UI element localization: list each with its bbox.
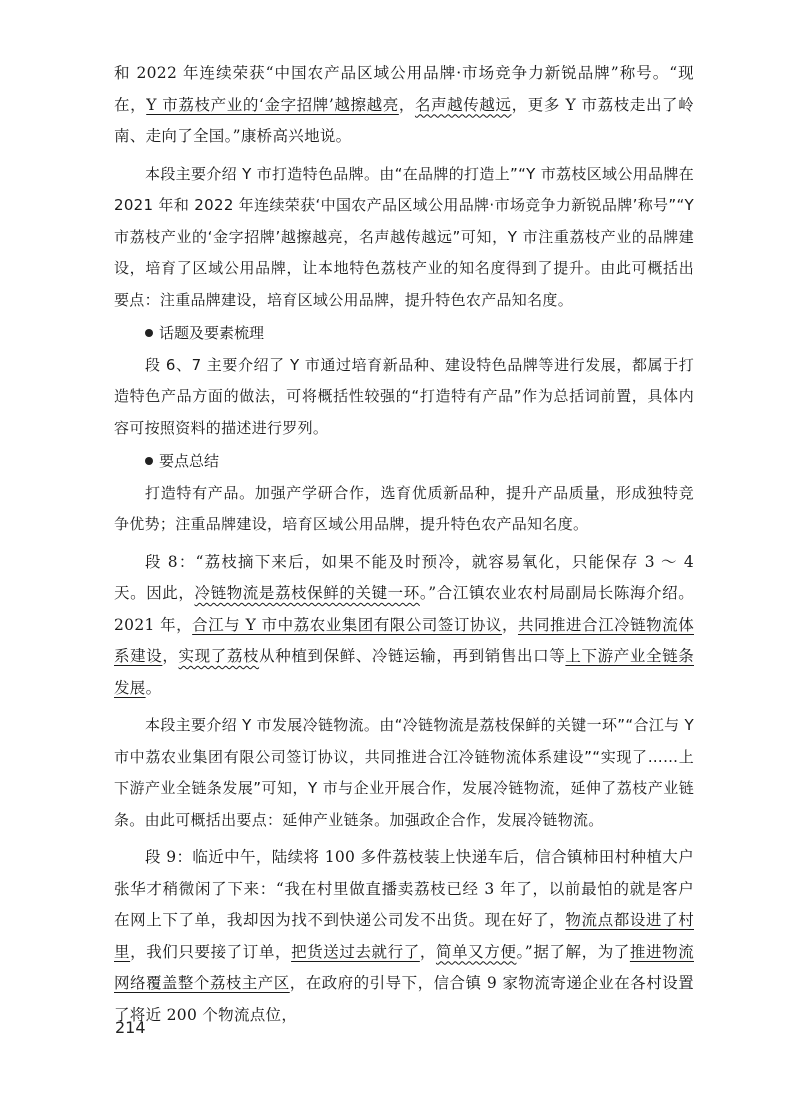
text-run: ，在政府的引导下，信合镇 9 家物流寄递企业在各村设置了将近 200 个物流点位， [114,974,694,1024]
section-heading-summary [145,446,694,478]
text-run: 。”据了解，为了 [516,942,630,961]
text-run: ，更多 Y 市荔枝走出了岭南、走向了全国。”康桥高兴地说。 [114,95,694,145]
text-run: ， [419,942,436,961]
text-run: 。 [145,678,162,697]
underlined-phrase: 把货送过去就行了 [291,942,420,961]
text-run: ， [162,647,179,665]
text-run: 从种植到保鲜、冷链运输，再到销售出口等 [259,647,566,665]
underlined-phrase: Y 市荔枝产业的‘金字招牌’越擦越亮 [146,95,399,114]
summary-paragraph: 打造特有产品。加强产学研合作，选育优质新品种，提升产品质量，形成独特竞争优势；注重品牌建设，培育区域公用品牌，提升特色农产品知名度。 [114,483,694,533]
text-run: 。”合江镇农业农村局副局长陈海介绍。2021 年， [114,584,695,634]
bullet-icon [145,329,153,337]
underlined-phrase: 物流点都设进了村里 [114,911,694,961]
text-run: 和 2022 年连续荣获“中国农产品区域公用品牌·市场竞争力新锐品牌”称号。“现在， [114,64,694,114]
analysis-paragraph-3: 本段主要介绍 Y 市发展冷链物流。由“冷链物流是荔枝保鲜的关键一环”“合江与 Y 市中荔农业集团有限公司签订协议，共同推进合江冷链物流体系建设”“实现了……上下游产业全链条发展”可知，Y 市与企业开展合作，发展冷链物流，延伸了荔枝产业链条。由此可概括出要点：延伸产业链条。加强政企合作，发展冷链物流。 [114,716,694,829]
underlined-phrase: 合江与 Y 市中荔农业集团有限公司签订协议 [192,615,502,634]
underlined-phrase: 名声越传越远 [414,95,512,114]
text-run: 段 8：“荔枝摘下来后，如果不能及时预冷，就容易氧化，只能保存 3 ～ 4 天。因此， [114,552,694,602]
underlined-phrase: 简单又方便 [435,942,517,961]
text-run: ，我们只要接了订单， [130,942,292,961]
analysis-paragraph-1: 本段主要介绍 Y 市打造特色品牌。由“在品牌的打造上”“Y 市荔枝区域公用品牌在 2021 年和 2022 年连续荣获‘中国农产品区域公用品牌·市场竞争力新锐品牌’称号”“Y 市荔枝产业的‘金字招牌’越擦越亮，名声越传越远”可知，Y 市注重荔枝产业的品牌建设，培育了区域公用品牌，让本地特色荔枝产业的知名度得到了提升。由此可概括出要点：注重品牌建设，培育区域公用品牌，提升特色农产品知名度。 [114,164,694,309]
bullet-icon [145,457,153,465]
section-heading-topic [145,318,694,350]
analysis-paragraph-2: 段 6、7 主要介绍了 Y 市通过培育新品种、建设特色品牌等进行发展，都属于打造特色产品方面的做法，可将概括性较强的“打造特有产品”作为总括词前置，具体内容可按照资料的描述进行罗列。 [114,355,694,437]
underlined-phrase: 共同推进合江冷链物流体系建设 [114,615,694,665]
underlined-phrase: 实现了荔枝 [178,647,260,665]
text-run: ， [501,615,518,634]
paragraph-1 [114,58,694,153]
heading-label: 要点总结 [159,452,220,470]
underlined-phrase: 冷链物流是荔枝保鲜的关键一环 [194,584,420,602]
text-run: ， [398,95,415,114]
document-body [114,58,694,1031]
page-number: 214 [115,1018,146,1037]
paragraph-8 [114,547,694,705]
heading-label: 话题及要素梳理 [159,324,265,342]
underlined-phrase: 上下游产业全链条发展 [114,647,694,697]
underlined-phrase: 推进物流网络覆盖整个荔枝主产区 [114,942,694,992]
paragraph-9 [114,842,694,1031]
text-run: 段 9：临近中午，陆续将 100 多件荔枝装上快递车后，信合镇柿田村种植大户张华才稍微闲了下来：“我在村里做直播卖荔枝已经 3 年了，以前最怕的就是客户在网上下了单，我却因为找不到快递公司发不出货。现在好了， [114,848,694,929]
